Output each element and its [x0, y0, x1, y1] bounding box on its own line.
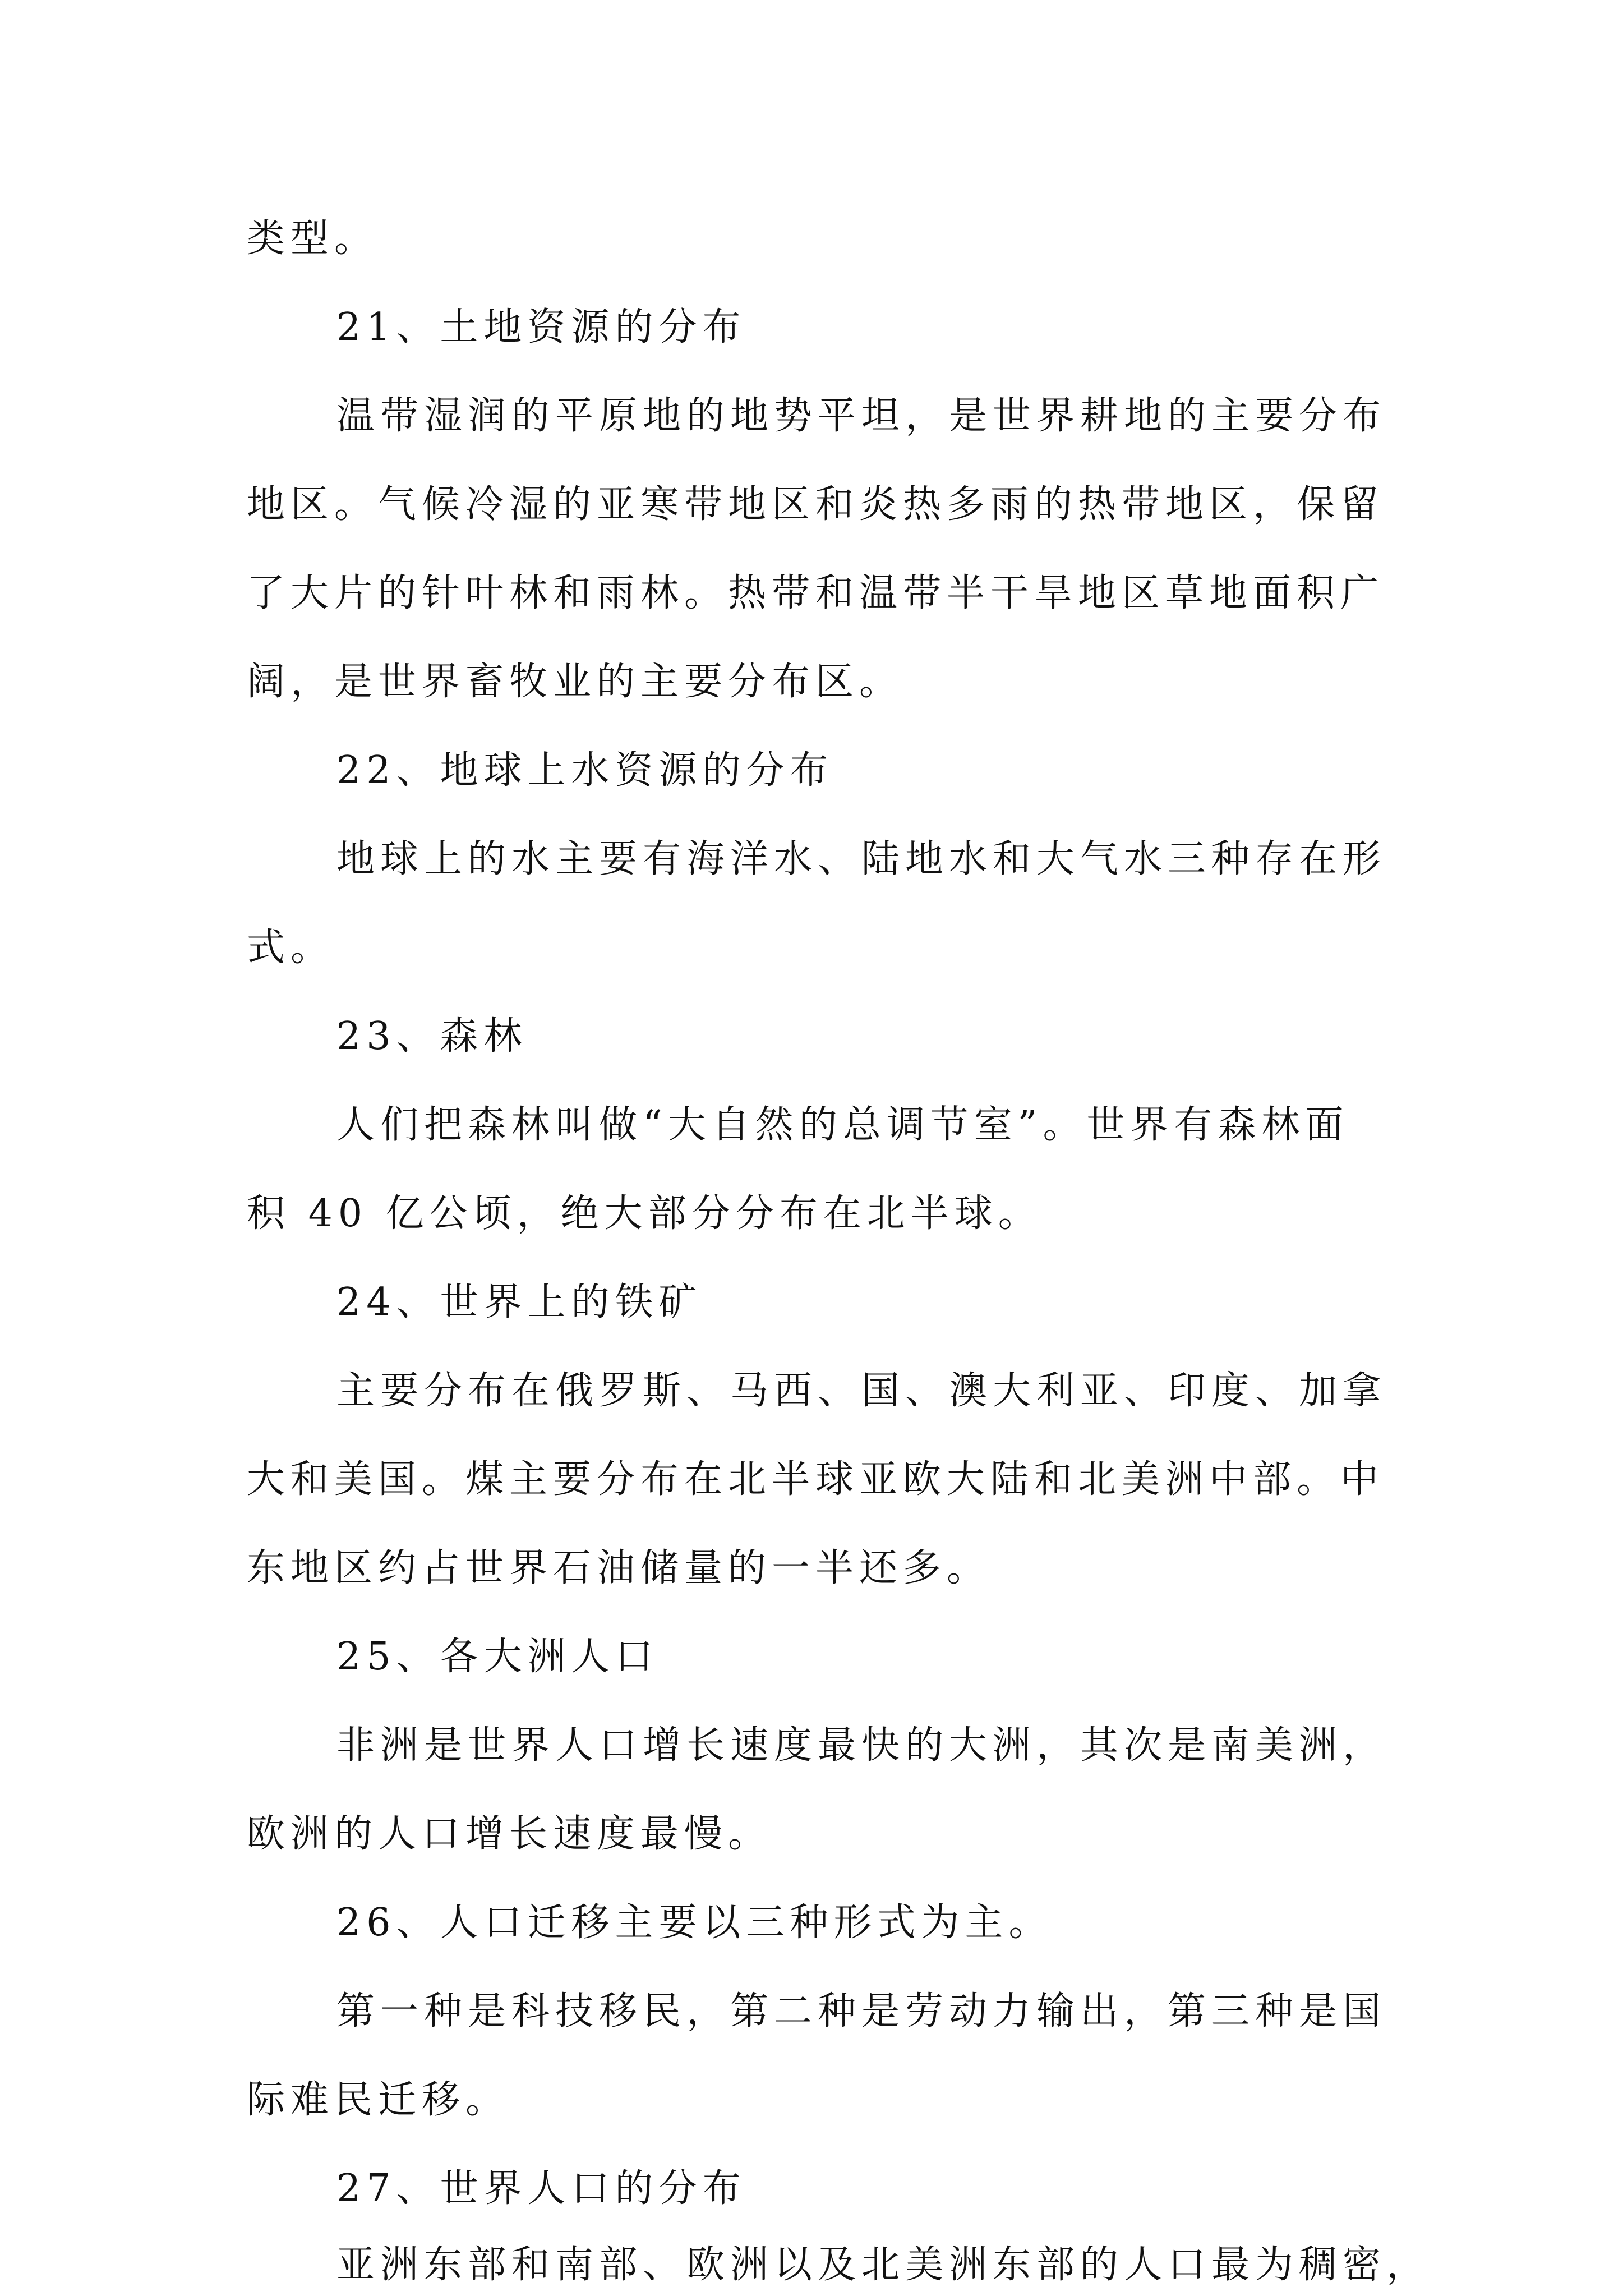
text-line-19: 欧洲的人口增长速度最慢。 [247, 1812, 772, 1856]
text-line-9: 式。 [247, 926, 335, 970]
heading-27: 27、世界人口的分布 [336, 2166, 746, 2211]
text-line-5: 了大片的针叶林和雨林。热带和温带半干旱地区草地面积广 [247, 571, 1385, 615]
heading-22: 22、地球上水资源的分布 [336, 748, 834, 793]
text-line-6: 阔，是世界畜牧业的主要分布区。 [247, 660, 903, 704]
text-line-18: 非洲是世界人口增长速度最快的大洲，其次是南美洲， [336, 1723, 1387, 1768]
text-line-14: 主要分布在俄罗斯、马西、国、澳大利亚、印度、加拿 [336, 1369, 1387, 1413]
text-line-4: 地区。气候冷湿的亚寒带地区和炎热多雨的热带地区，保留 [247, 482, 1385, 527]
text-line-12: 积 40 亿公顷，绝大部分分布在北半球。 [247, 1191, 1042, 1236]
text-line-24: 亚洲东部和南部、欧洲以及北美洲东部的人口最为稠密， [336, 2243, 1431, 2287]
heading-23: 23、森林 [336, 1014, 528, 1059]
heading-24: 24、世界上的铁矿 [336, 1280, 703, 1324]
text-line-8: 地球上的水主要有海洋水、陆地水和大气水三种存在形 [336, 837, 1387, 881]
heading-21: 21、土地资源的分布 [336, 305, 746, 349]
heading-26: 26、人口迁移主要以三种形式为主。 [336, 1901, 1053, 1945]
text-line-3: 温带湿润的平原地的地势平坦，是世界耕地的主要分布 [336, 394, 1387, 438]
text-line-1: 类型。 [247, 217, 379, 261]
text-line-15: 大和美国。煤主要分布在北半球亚欧大陆和北美洲中部。中 [247, 1457, 1385, 1502]
text-line-22: 际难民迁移。 [247, 2078, 510, 2122]
text-line-16: 东地区约占世界石油储量的一半还多。 [247, 1546, 991, 1590]
text-line-21: 第一种是科技移民，第二种是劳动力输出，第三种是国 [336, 1989, 1387, 2033]
text-line-11: 人们把森林叫做“大自然的总调节室”。世界有森林面 [336, 1103, 1349, 1147]
heading-25: 25、各大洲人口 [336, 1635, 659, 1679]
